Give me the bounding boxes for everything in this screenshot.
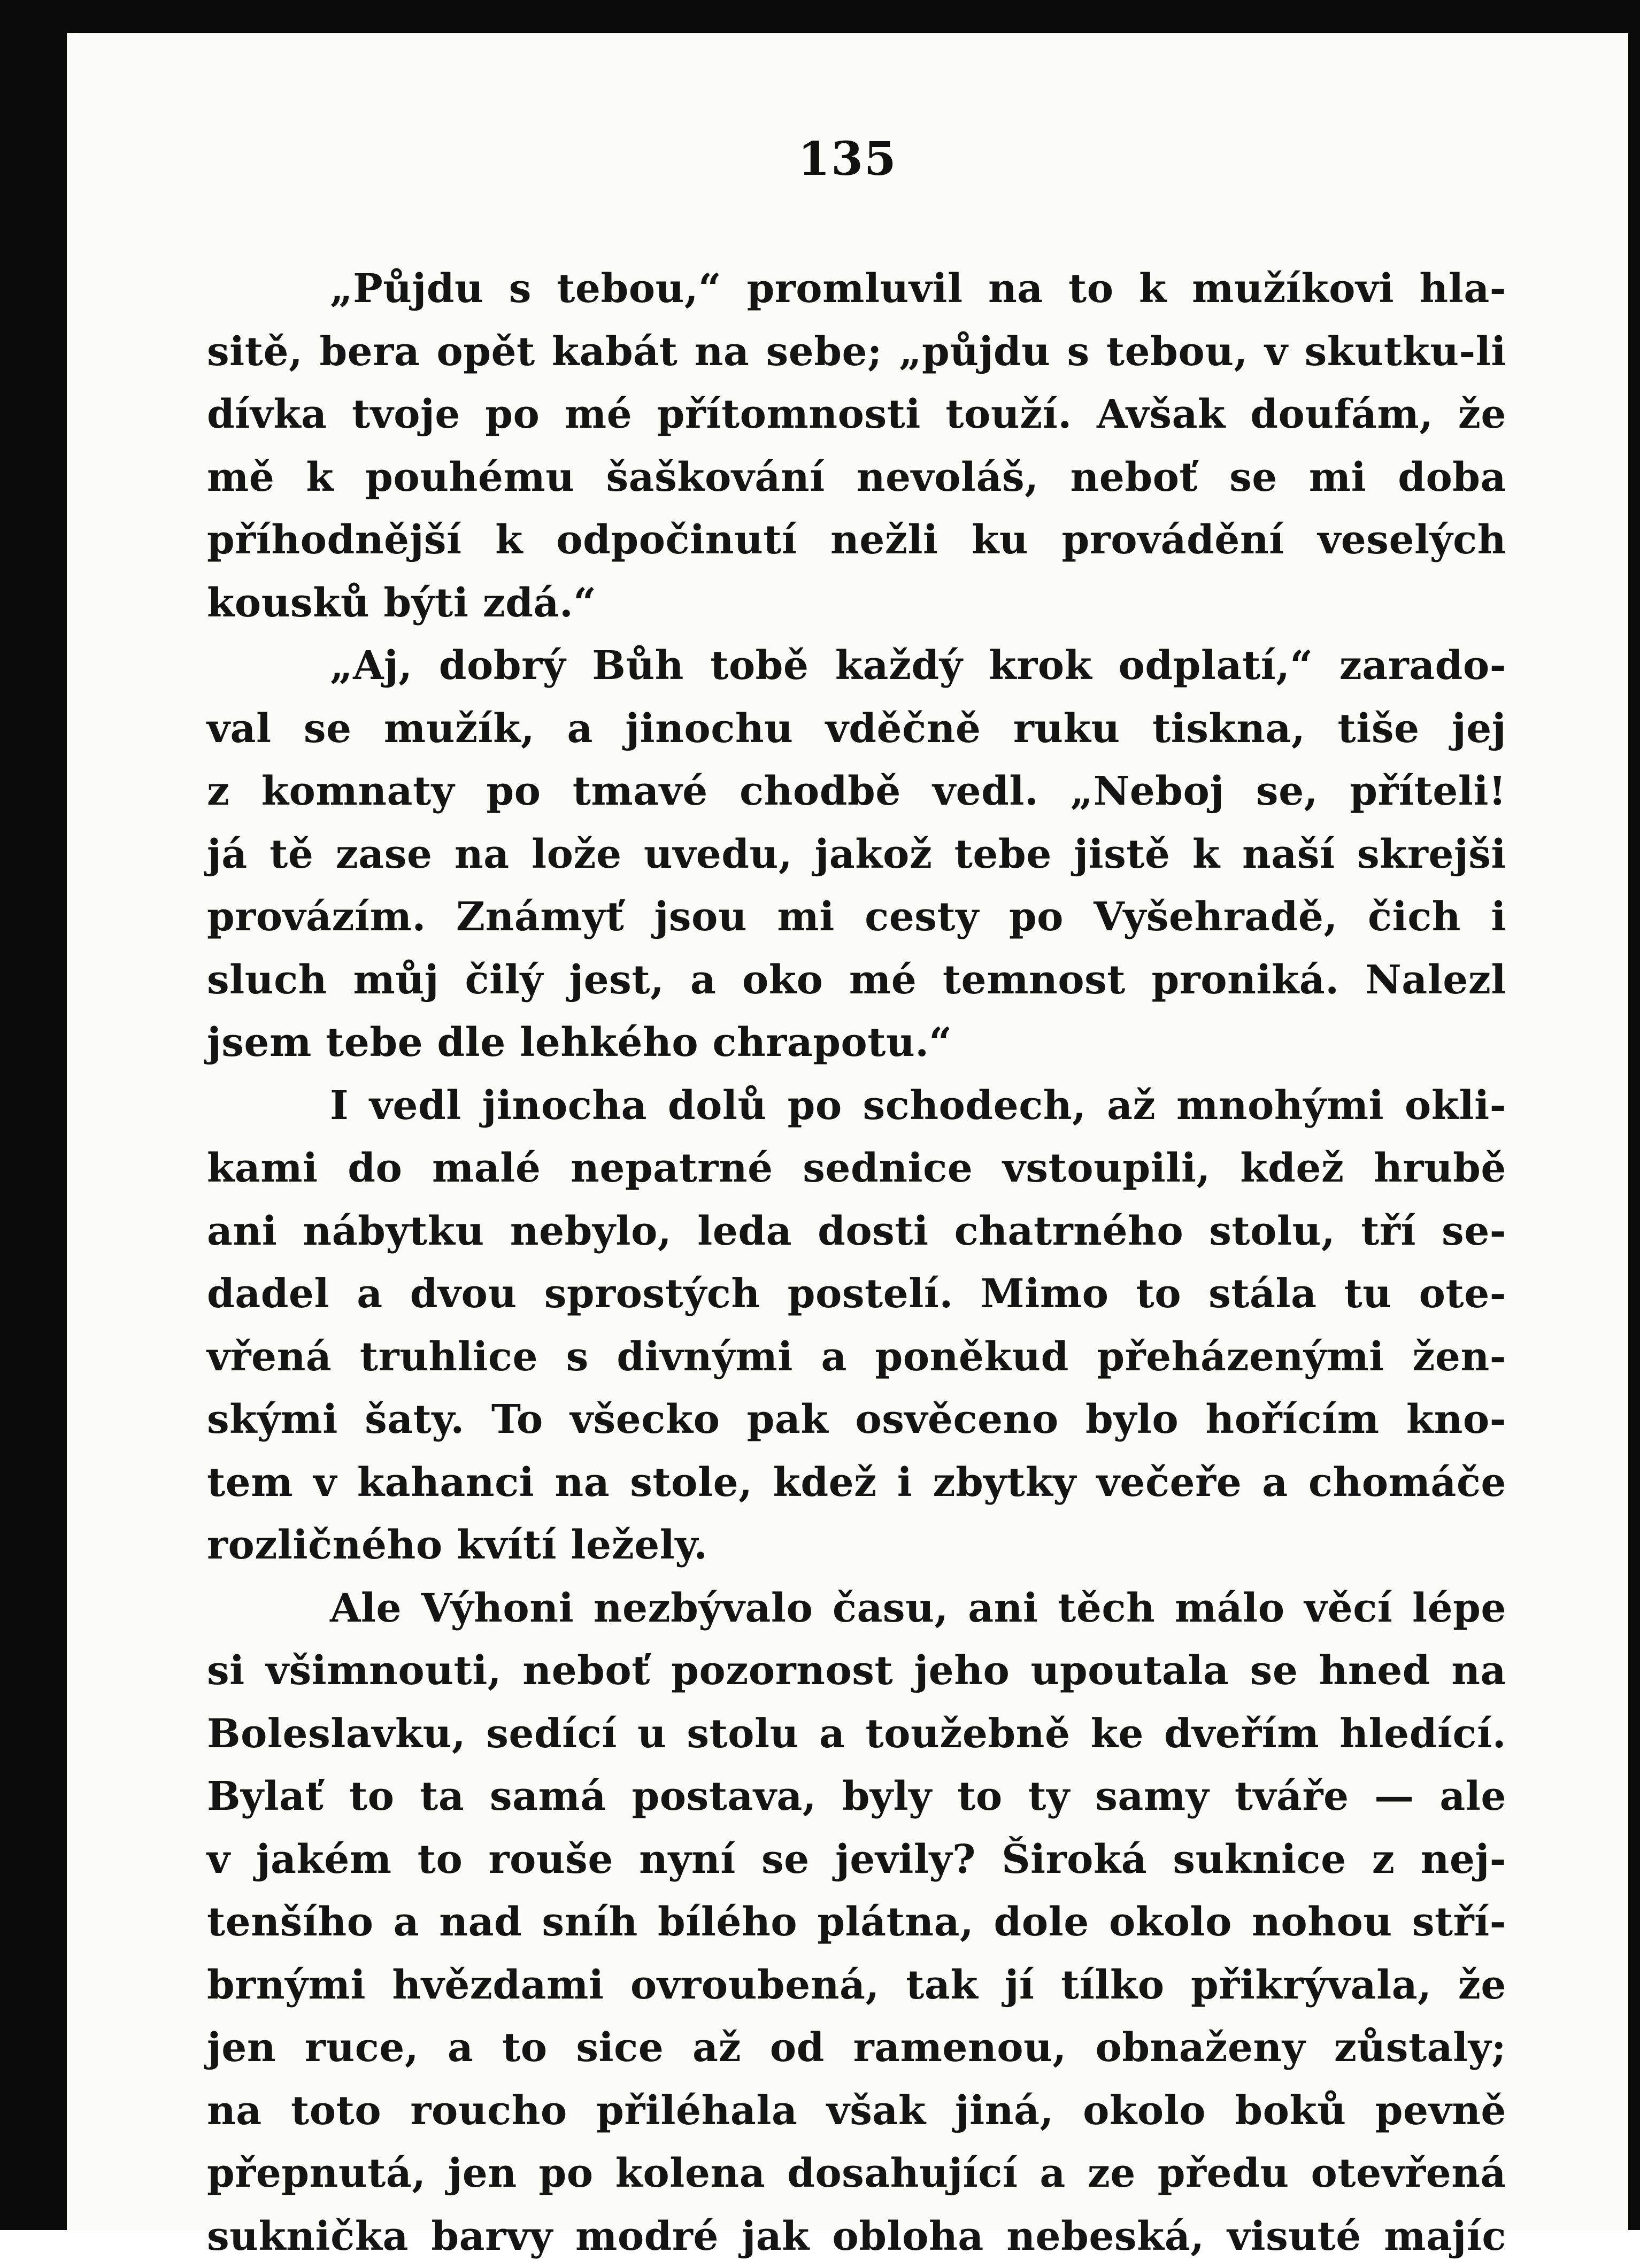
- text-line: kousků býti zdá.“: [207, 572, 1506, 635]
- text-line: „Půjdu s tebou,“ promluvil na to k mužíkovi hla-: [207, 258, 1506, 321]
- text-line: rozličného kvítí ležely.: [207, 1514, 1506, 1577]
- text-line: Bylať to ta samá postava, byly to ty samy tváře — ale: [207, 1765, 1506, 1829]
- text-line: tenšího a nad sníh bílého plátna, dole okolo nohou stří-: [207, 1891, 1506, 1954]
- text-line: kami do malé nepatrné sednice vstoupili, kdež hrubě: [207, 1137, 1506, 1200]
- text-line: Ale Výhoni nezbývalo času, ani těch málo věcí lépe: [207, 1577, 1506, 1640]
- text-line: já tě zase na lože uvedu, jakož tebe jistě k naší skrejši: [207, 823, 1506, 886]
- text-line: dadel a dvou sprostých postelí. Mimo to stála tu ote-: [207, 1263, 1506, 1326]
- text-line: dívka tvoje po mé přítomnosti touží. Avšak doufám, že: [207, 383, 1506, 446]
- text-line: si všimnouti, neboť pozornost jeho upoutala se hned na: [207, 1640, 1506, 1703]
- text-line: suknička barvy modré jak obloha nebeská, visuté majíc: [207, 2205, 1506, 2268]
- text-line: jen ruce, a to sice až od ramenou, obnaženy zůstaly;: [207, 2017, 1506, 2080]
- text-line: val se mužík, a jinochu vděčně ruku tiskna, tiše jej: [207, 698, 1506, 761]
- text-line: Boleslavku, sedící u stolu a toužebně ke dveřím hledící.: [207, 1703, 1506, 1766]
- text-line: jsem tebe dle lehkého chrapotu.“: [207, 1012, 1506, 1075]
- scan-border-right: [1628, 0, 1640, 2230]
- text-line: přepnutá, jen po kolena dosahující a ze předu otevřená: [207, 2142, 1506, 2205]
- text-line: v jakém to rouše nyní se jevily? Široká suknice z nej-: [207, 1829, 1506, 1892]
- text-line: z komnaty po tmavé chodbě vedl. „Neboj se, příteli!: [207, 760, 1506, 823]
- text-line: provázím. Známyť jsou mi cesty po Vyšehradě, čich i: [207, 886, 1506, 949]
- page-number: 135: [67, 132, 1628, 186]
- book-page: [67, 33, 1628, 2230]
- scan-border-left: [0, 0, 67, 2230]
- text-line: tem v kahanci na stole, kdež i zbytky večeře a chomáče: [207, 1452, 1506, 1515]
- text-line: příhodnější k odpočinutí nežli ku provádění veselých: [207, 509, 1506, 572]
- text-line: sluch můj čilý jest, a oko mé temnost proniká. Nalezl: [207, 949, 1506, 1012]
- text-line: na toto roucho přiléhala však jiná, okolo boků pevně: [207, 2080, 1506, 2143]
- scan-border-top: [0, 0, 1640, 33]
- text-line: brnými hvězdami ovroubená, tak jí tílko přikrývala, že: [207, 1954, 1506, 2017]
- text-line: „Aj, dobrý Bůh tobě každý krok odplatí,“ zarado-: [207, 635, 1506, 698]
- text-line: mě k pouhému šaškování nevoláš, neboť se mi doba: [207, 446, 1506, 510]
- body-text: [207, 258, 1506, 2268]
- text-line: ani nábytku nebylo, leda dosti chatrného stolu, tří se-: [207, 1200, 1506, 1263]
- text-line: vřená truhlice s divnými a poněkud přeházenými žen-: [207, 1326, 1506, 1389]
- text-line: skými šaty. To všecko pak osvěceno bylo hořícím kno-: [207, 1388, 1506, 1452]
- text-line: sitě, bera opět kabát na sebe; „půjdu s tebou, v skutku-li: [207, 321, 1506, 384]
- text-line: I vedl jinocha dolů po schodech, až mnohými okli-: [207, 1075, 1506, 1138]
